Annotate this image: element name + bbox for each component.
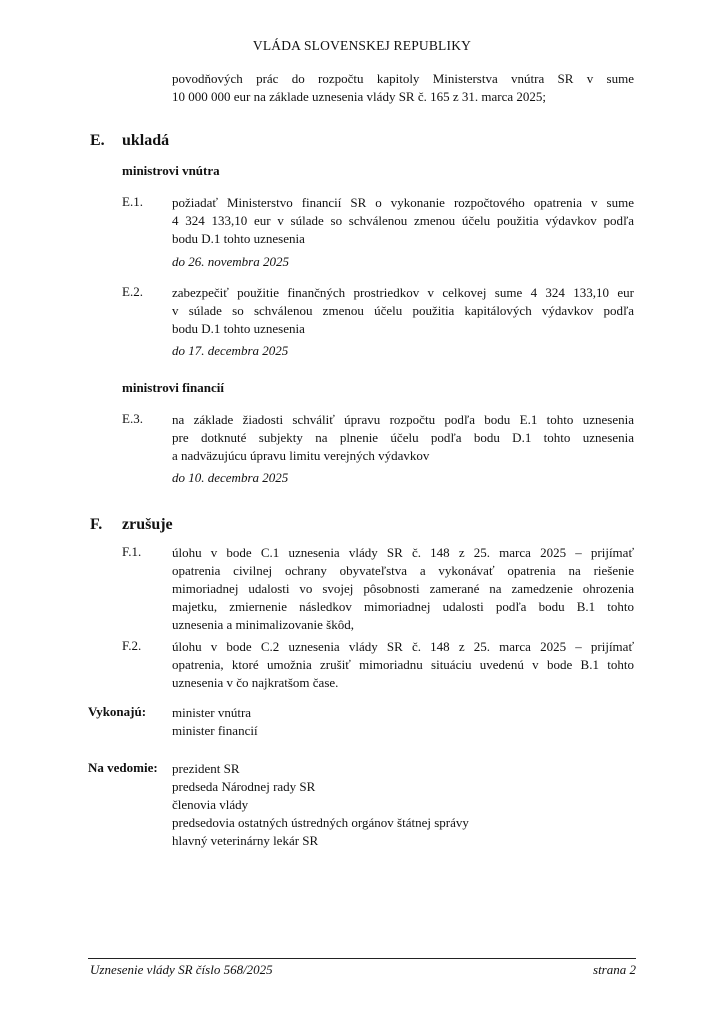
section-f-letter: F.	[90, 516, 103, 533]
footer-page-number: strana 2	[593, 962, 636, 977]
item-e3-number: E.3.	[122, 411, 143, 426]
executor-item: minister vnútra	[172, 705, 252, 720]
item-e1-line-3: bodu D.1 tohto uznesenia	[172, 231, 305, 246]
executor-item: minister financií	[172, 723, 258, 738]
item-e3-line-3: a nadväzujúcu úpravu limitu verejných výdavkov	[172, 448, 430, 463]
item-e1-deadline: do 26. novembra 2025	[172, 254, 289, 269]
item-e2-number: E.2.	[122, 284, 143, 299]
item-e1-number: E.1.	[122, 194, 143, 209]
intro-line-1: povodňových prác do rozpočtu kapitoly Ministerstva vnútra SR v sume	[172, 71, 634, 86]
section-e-subtitle-interior: ministrovi vnútra	[122, 163, 220, 178]
footer-divider	[88, 958, 636, 959]
recipient-item: predsedovia ostatných ústredných orgánov štátnej správy	[172, 815, 469, 830]
item-f1-line-4: majetku, zmiernenie následkov mimoriadnej udalosti podľa bodu B.1 tohto	[172, 599, 634, 614]
recipient-item: predseda Národnej rady SR	[172, 779, 316, 794]
section-e-title: ukladá	[122, 132, 170, 149]
item-e3-line-1: na základe žiadosti schváliť úpravu rozpočtu podľa bodu E.1 tohto uznesenia	[172, 412, 634, 427]
recipient-item: hlavný veterinárny lekár SR	[172, 833, 319, 848]
item-e3-line-2: pre dotknuté subjekty na plnenie účelu podľa bodu D.1 tohto uznesenia	[172, 430, 634, 445]
item-f1-line-2: opatrenia civilnej ochrany obyvateľstva a vykonávať opatrenia na riešenie	[172, 563, 634, 578]
recipient-item: členovia vlády	[172, 797, 249, 812]
section-e-letter: E.	[90, 132, 105, 149]
item-f1-line-3: mimoriadnej udalosti vo svojej pôsobnosti zamerané na zamedzenie ohrozenia	[172, 581, 634, 596]
item-e2-line-3: bodu D.1 tohto uznesenia	[172, 321, 305, 336]
page-header: VLÁDA SLOVENSKEJ REPUBLIKY	[252, 38, 472, 53]
item-f1-line-1: úlohu v bode C.1 uznesenia vlády SR č. 148 z 25. marca 2025 – prijímať	[172, 545, 634, 560]
executors-label: Vykonajú:	[88, 704, 147, 719]
footer-resolution-number: Uznesenie vlády SR číslo 568/2025	[90, 962, 273, 977]
item-e2-line-2: v súlade so schválenou zmenou účelu použitia kapitálových výdavkov podľa	[172, 303, 634, 318]
section-f-title: zrušuje	[122, 516, 173, 533]
recipient-item: prezident SR	[172, 761, 240, 776]
item-f1-line-5: uznesenia a minimalizovanie škôd,	[172, 617, 354, 632]
for-information-label: Na vedomie:	[88, 760, 158, 775]
item-f2-line-3: uznesenia v čo najkratšom čase.	[172, 675, 339, 690]
item-e2-line-1: zabezpečiť použitie finančných prostriedkov v celkovej sume 4 324 133,10 eur	[172, 285, 634, 300]
item-e1-line-2: 4 324 133,10 eur v súlade so schválenou zmenou účelu použitia výdavkov podľa	[172, 213, 634, 228]
item-f2-line-2: opatrenia, ktoré umožnia zrušiť mimoriadnu situáciu uvedenú v bode B.1 tohto	[172, 657, 634, 672]
item-f1-number: F.1.	[122, 544, 142, 559]
item-e3-deadline: do 10. decembra 2025	[172, 470, 289, 485]
intro-line-2: 10 000 000 eur na základe uznesenia vlády SR č. 165 z 31. marca 2025;	[172, 89, 546, 104]
item-f2-line-1: úlohu v bode C.2 uznesenia vlády SR č. 148 z 25. marca 2025 – prijímať	[172, 639, 634, 654]
item-e2-deadline: do 17. decembra 2025	[172, 343, 289, 358]
section-e-subtitle-finance: ministrovi financií	[122, 380, 224, 395]
item-e1-line-1: požiadať Ministerstvo financií SR o vykonanie rozpočtového opatrenia v sume	[172, 195, 634, 210]
item-f2-number: F.2.	[122, 638, 142, 653]
